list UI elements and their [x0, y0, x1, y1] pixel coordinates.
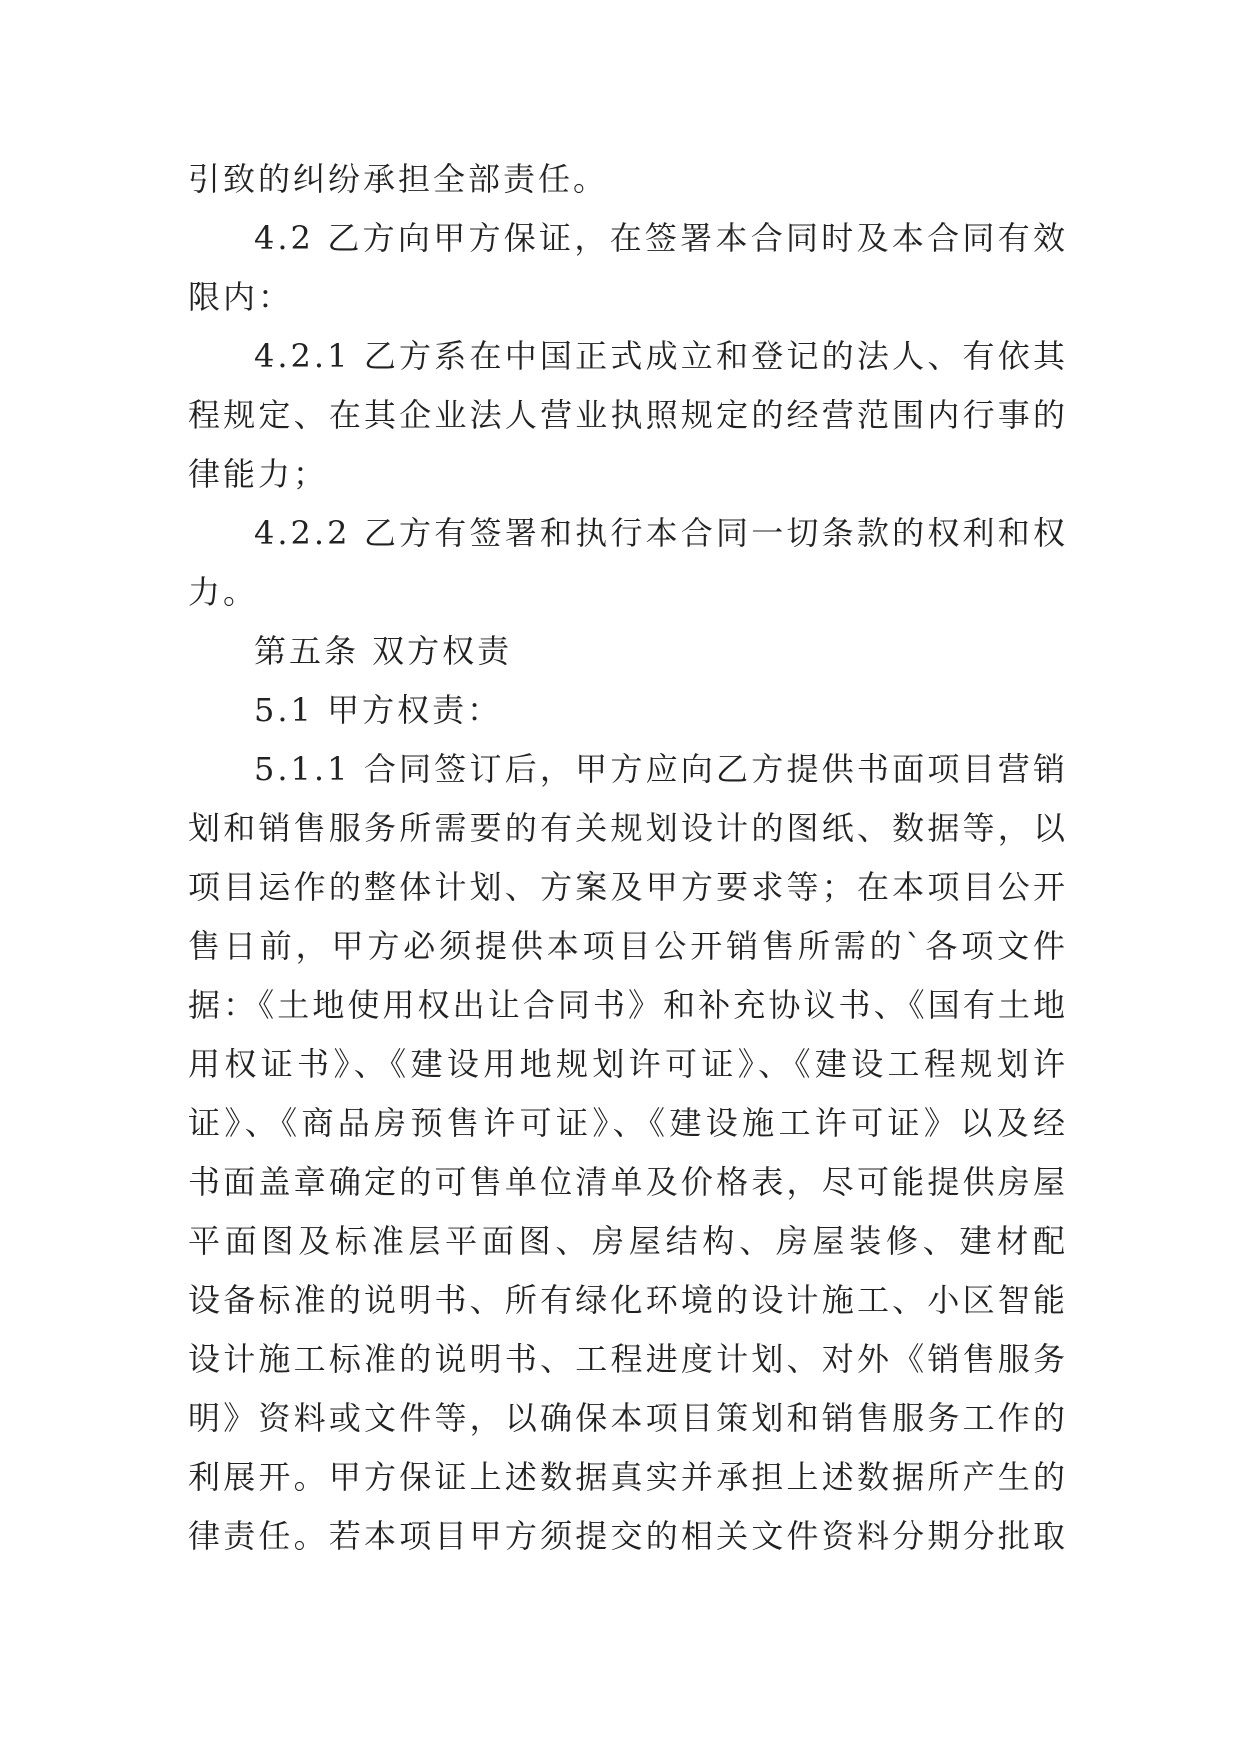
paragraph-line: 力。 [188, 573, 259, 611]
paragraph-line: 程规定、在其企业法人营业执照规定的经营范围内行事的 [188, 396, 1068, 434]
paragraph-line: 证》、《商品房预售许可证》、《建设施工许可证》以及经 [188, 1104, 1068, 1142]
clause-4-2-1-line: 4.2.1 乙方系在中国正式成立和登记的法人、有依其 [254, 337, 1068, 375]
paragraph-line: 律能力； [188, 455, 329, 493]
paragraph-line: 限内： [188, 278, 294, 316]
paragraph-line: 利展开。甲方保证上述数据真实并承担上述数据所产生的 [188, 1458, 1068, 1496]
paragraph-line: 设备标准的说明书、所有绿化环境的设计施工、小区智能 [188, 1281, 1068, 1319]
clause-4-2-2-line: 4.2.2 乙方有签署和执行本合同一切条款的权利和权 [254, 514, 1068, 552]
paragraph-line: 引致的纠纷承担全部责任。 [188, 160, 609, 198]
paragraph-line: 平面图及标准层平面图、房屋结构、房屋装修、建材配 [188, 1222, 1068, 1260]
paragraph-line: 律责任。若本项目甲方须提交的相关文件资料分期分批取 [188, 1517, 1068, 1555]
contract-text [188, 150, 1068, 1566]
paragraph-line: 设计施工标准的说明书、工程进度计划、对外《销售服务 [188, 1340, 1068, 1378]
clause-5-1-heading: 5.1 甲方权责： [254, 691, 503, 729]
paragraph-line: 划和销售服务所需要的有关规划设计的图纸、数据等，以 [188, 809, 1068, 847]
paragraph-line: 书面盖章确定的可售单位清单及价格表，尽可能提供房屋 [188, 1163, 1068, 1201]
clause-5-1-1-line: 5.1.1 合同签订后，甲方应向乙方提供书面项目营销 [254, 750, 1068, 788]
paragraph-line: 明》资料或文件等，以确保本项目策划和销售服务工作的 [188, 1399, 1068, 1437]
paragraph-line: 用权证书》、《建设用地规划许可证》、《建设工程规划许 [188, 1045, 1068, 1083]
paragraph-line: 售日前，甲方必须提供本项目公开销售所需的`各项文件 [188, 927, 1068, 965]
clause-4-2-line: 4.2 乙方向甲方保证，在签署本合同时及本合同有效 [254, 219, 1068, 257]
paragraph-line: 据：《土地使用权出让合同书》和补充协议书、《国有土地 [188, 986, 1068, 1024]
article-5-heading: 第五条 双方权责 [254, 632, 513, 670]
paragraph-line: 项目运作的整体计划、方案及甲方要求等；在本项目公开 [188, 868, 1068, 906]
